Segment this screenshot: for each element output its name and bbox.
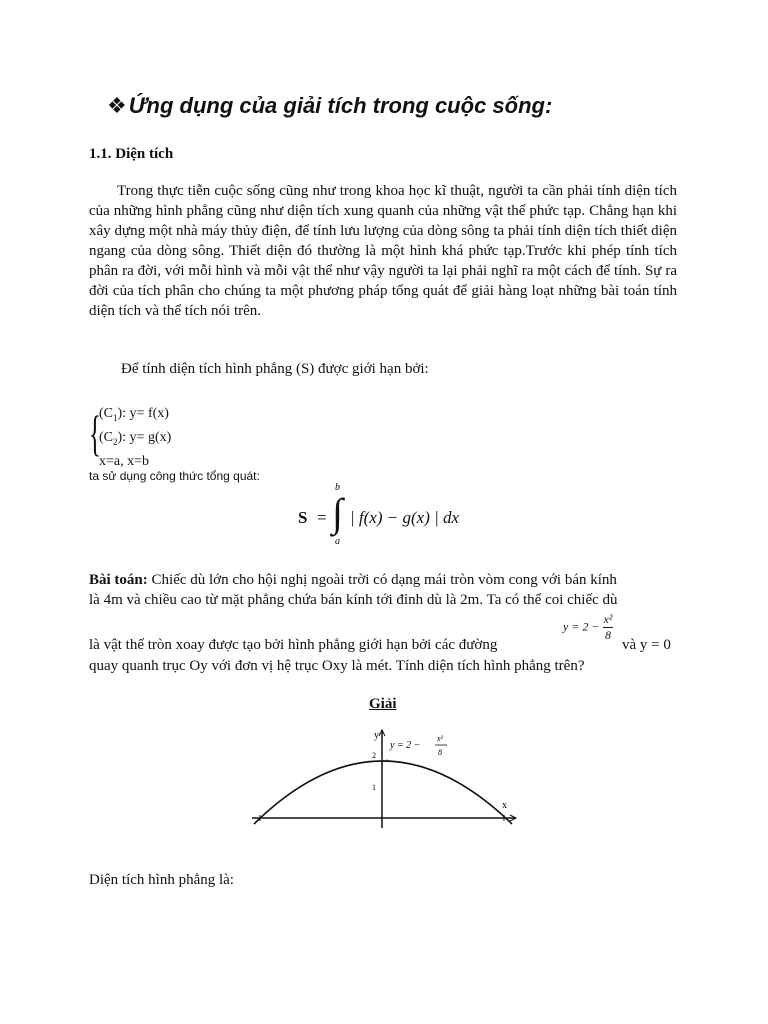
condition-c3: x=a, x=b	[99, 453, 150, 469]
title-bullet-icon: ❖	[107, 93, 127, 118]
problem-label: Bài toán:	[89, 572, 148, 588]
problem-line-3-left: là vật thể tròn xoay được tạo bởi hình phẳng giới hạn bởi các đường	[89, 637, 498, 653]
title-text: Ứng dụng của giải tích trong cuộc sống:	[128, 93, 553, 118]
formula-note: ta sử dụng công thức tổng quát:	[89, 469, 260, 483]
condition-c2: $(C_2)$: y= g(x)	[99, 429, 172, 447]
problem-line-1: Bài toán: Chiếc dù lớn cho hội nghị ngoài trời có dạng mái tròn vòm cong với bán kính	[89, 572, 617, 588]
bounded-intro: Để tính diện tích hình phẳng (S) được giới hạn bởi:	[121, 361, 429, 377]
page-title	[107, 93, 552, 119]
integral-sign-icon: ∫	[332, 490, 343, 535]
formula-lower-limit: a	[335, 536, 340, 547]
y-tick-2: 2	[372, 751, 376, 760]
formula-equals: =	[317, 508, 327, 527]
graph-equation-num: x²	[437, 734, 443, 743]
graph-equation-den: 8	[438, 748, 442, 757]
problem-line-3-right: và y = 0	[622, 637, 671, 653]
conditions-block	[89, 404, 171, 472]
section-heading: 1.1. Diện tích	[89, 146, 174, 162]
area-text: Diện tích hình phẳng là:	[89, 872, 234, 888]
graph-equation: y = 2 −	[390, 740, 421, 751]
y-tick-1: 1	[372, 783, 376, 792]
solution-heading: Giải	[369, 696, 397, 712]
formula-integrand: | f(x) − g(x) | dx	[350, 508, 460, 527]
parabola-graph	[248, 724, 520, 832]
x-axis-label: x	[502, 800, 507, 811]
problem-block	[89, 570, 679, 610]
problem-curve-equation: y = 2 − $\frac{\text{x²}}{8}$	[563, 612, 613, 642]
formula-s: S	[298, 508, 308, 527]
formula-upper-limit: b	[335, 482, 340, 493]
curly-brace-icon: {	[89, 405, 101, 461]
problem-line-4: quay quanh trục Oy với đơn vị hệ trục Oxy là mét. Tính diện tích hình phẳng trên?	[89, 658, 585, 674]
condition-c1: $(C_1)$: y= f(x)	[99, 406, 169, 423]
y-axis-label: y	[374, 730, 379, 741]
problem-line-2: là 4m và chiều cao từ mặt phẳng chứa bán kính tới đỉnh dù là 2m. Ta có thể coi chiếc dù	[89, 592, 618, 608]
parabola-curve	[254, 761, 512, 824]
intro-paragraph: Trong thực tiễn cuộc sống cũng như trong khoa học kĩ thuật, người ta cần phải tính diện tích của những hình phẳng cũng như diện tích xung quanh của những vật thể phức tạp. Chẳng hạn khi xây dựng một nhà máy thủy điện, để tính lưu lượng của dòng sông ta phải tính diện tích thiết diện ngang của dòng sông. Thiết diện đó thường là một hình khá phức tạp.Trước khi phép tính tích phân ra đời, với mỗi hình và mỗi vật thể như vậy người ta lại phải nghĩ ra một cách để tính. Sự ra đời của tích phân cho chúng ta một phương pháp tổng quát để giải hàng loạt những bài toán tính diện tích và thể tích nói trên.	[89, 183, 677, 319]
